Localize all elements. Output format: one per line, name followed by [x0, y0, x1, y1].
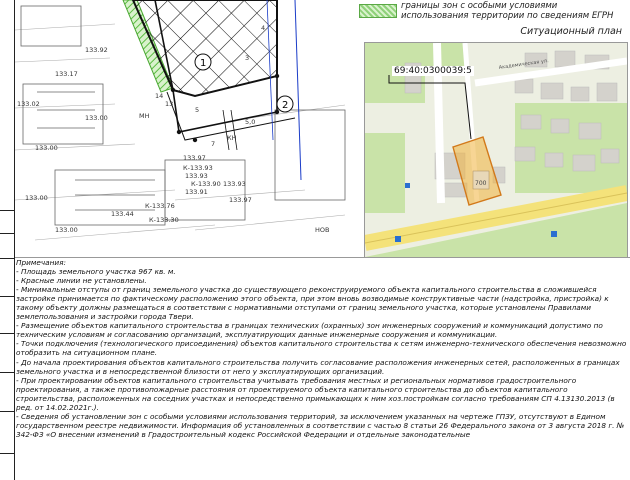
survey-label: 133.00	[85, 114, 108, 122]
frame-tick	[0, 296, 14, 297]
frame-tick	[0, 233, 14, 234]
survey-label: 133.91	[185, 188, 208, 196]
survey-label: 133.17	[55, 70, 78, 78]
survey-label: 133.02	[17, 100, 40, 108]
survey-svg	[15, 0, 355, 258]
survey-label: К-133.76	[145, 202, 175, 210]
notes-title: Примечания:	[16, 258, 66, 267]
note-item: - Точки подключения (технологического присоединения) объектов капитального строительства к сетям инженерно-технического обеспечения невозможно отобразить на ситуационном плане.	[16, 339, 627, 358]
frame-tick	[0, 258, 14, 259]
survey-label: 7	[211, 140, 216, 148]
survey-drawing	[15, 0, 355, 258]
situation-plan-title: Ситуационный план	[520, 26, 622, 37]
survey-label: КН	[227, 134, 237, 142]
survey-label: МН	[139, 112, 150, 120]
frame-tick	[0, 210, 14, 211]
survey-label: К-133.93	[183, 164, 213, 172]
parcel-cadastral-number: 69:40:0300039:5	[394, 66, 472, 76]
survey-label: К-133.90	[191, 180, 221, 188]
note-item: - Минимальные отступы от границ земельного участка до существующего реконструируемого объекта капитального строительства в сложившейся застройке принимается по фактическому расположению этого объекта, при этом вновь возводимые конструктивные части (надстройка, пристройка) к такому объекту должны размещаться в соответствии с нормативными отступами от границ земельного участка, которые установлены Правилами землепользования и застройки города Твери.	[16, 285, 609, 322]
survey-label: 133.93	[223, 180, 246, 188]
survey-label: 133.93	[185, 172, 208, 180]
legend-zone-swatch	[359, 4, 397, 18]
survey-label: 133.97	[183, 154, 206, 162]
survey-label: 133.44	[111, 210, 134, 218]
notes-section	[16, 258, 628, 480]
survey-label: 5	[195, 106, 200, 114]
frame-tick	[0, 411, 14, 412]
note-item: - До начала проектирования объектов капитального строительства получить согласование расположения инженерных сетей, расположенных в границах земельного участка и в непосредственной близости от него у эксплуатирующих организаций.	[16, 357, 620, 376]
survey-label: 133.00	[25, 194, 48, 202]
survey-label: 133.97	[229, 196, 252, 204]
legend-text: границы зон с особыми условиями использования территории по сведениям ЕГРН	[401, 1, 614, 21]
survey-label: 1	[200, 58, 207, 69]
note-item: - Размещение объектов капитального строительства в границах технических (охранных) зон инженерных сооружений и коммуникаций допустимо по техническим условиям и согласованию организаций, эксплуатирующих данные инженерные сооружения и коммуникации.	[16, 321, 603, 340]
frame-tick	[0, 333, 14, 334]
survey-label: 133.00	[55, 226, 78, 234]
survey-label: 5,0	[245, 118, 256, 126]
frame-tick	[0, 453, 14, 454]
survey-label: 13	[165, 100, 174, 108]
note-item: - Красные линии не установлены.	[16, 276, 147, 286]
frame-tick	[0, 372, 14, 373]
survey-label: 4	[261, 24, 266, 32]
survey-label: К-133.30	[149, 216, 179, 224]
note-item: - Площадь земельного участка 967 кв. м.	[16, 267, 176, 277]
survey-label: 133.92	[85, 46, 108, 54]
survey-label: НОВ	[315, 226, 330, 234]
note-item: - Сведения об установлении зон с особыми условиями использования территорий, за исключением указанных на чертеже ГПЗУ, отсутствуют в Едином государственном реестре недвижимости. Информация об установленных в соответствии с частью 8 статьи 26 Федерального закона от 3 августа 2018 г. № 342-ФЗ «О внесении изменений в Градостроительный кодекс Российской Федерации и отдельные законодательные	[16, 411, 625, 439]
street-name: Академическая ул.	[498, 58, 550, 71]
survey-label: 2	[282, 100, 289, 111]
survey-label: 133.00	[35, 144, 58, 152]
note-item: - При проектировании объектов капитального строительства учитывать требования местных и региональных нормативов градостроительного проектирования, а также противопожарные расстояния от проектируемого объекта капитального строительства до объектов капитального строительства, расположенных на соседних участках и непосредственно примыкающих к ним хоз.постройкам согласно требованиям СП 4.13130.2013 (в ред. от 14.02.2021г.).	[16, 375, 615, 412]
building-number: 700	[475, 180, 487, 187]
survey-label: 3	[245, 54, 250, 62]
drawing-frame-left	[0, 0, 15, 480]
survey-label: 14	[155, 92, 164, 100]
